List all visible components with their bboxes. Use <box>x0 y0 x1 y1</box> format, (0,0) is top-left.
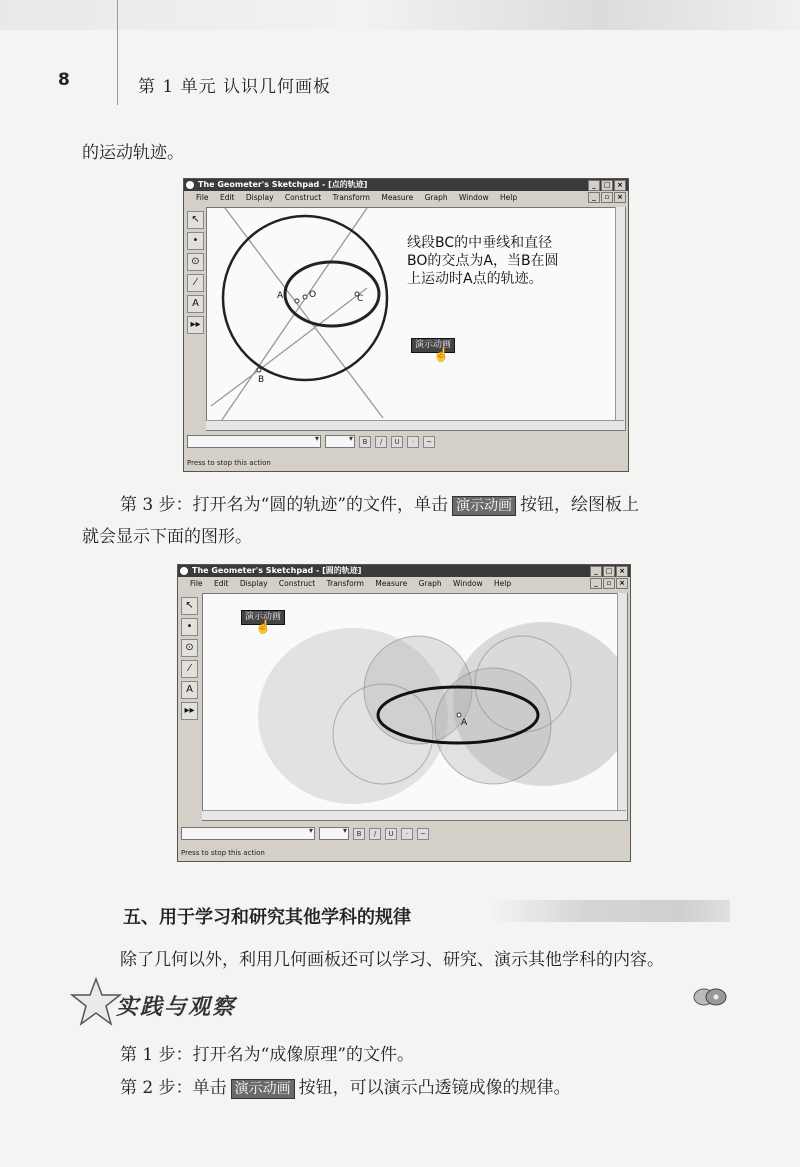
point-tool-icon[interactable]: • <box>187 232 204 250</box>
point-label-b: B <box>258 375 265 385</box>
window-title: The Geometer's Sketchpad - [圆的轨迹] <box>192 566 362 575</box>
horizontal-scrollbar[interactable] <box>206 420 624 430</box>
menu-construct[interactable]: Construct <box>284 193 322 202</box>
toolbox <box>187 211 204 337</box>
step3-line <box>120 490 639 516</box>
status-bar: Press to stop this action <box>187 459 271 467</box>
color-button[interactable]: · <box>407 436 419 448</box>
hand-cursor-icon: ☝ <box>433 348 450 363</box>
doc-minimize-button[interactable]: _ <box>588 192 600 203</box>
italic-button[interactable]: / <box>369 828 381 840</box>
menu-transform[interactable]: Transform <box>332 193 370 202</box>
color-button[interactable]: · <box>401 828 413 840</box>
italic-button[interactable]: / <box>375 436 387 448</box>
header-divider <box>117 0 118 105</box>
step2-button-label: 演示动画 <box>231 1079 295 1099</box>
unit-title: 第 1 单元 认识几何画板 <box>138 77 332 97</box>
bold-button[interactable]: B <box>359 436 371 448</box>
menu-bar <box>184 191 628 204</box>
compass-tool-icon[interactable]: ⊙ <box>181 639 198 657</box>
minimize-button[interactable]: _ <box>588 180 600 191</box>
maximize-button[interactable]: □ <box>603 566 615 577</box>
doc-minimize-button[interactable]: _ <box>590 578 602 589</box>
hand-cursor-icon: ☝ <box>255 620 272 635</box>
toolbox <box>181 597 198 723</box>
compass-tool-icon[interactable]: ⊙ <box>187 253 204 271</box>
custom-tool-icon[interactable]: ▸▸ <box>187 316 204 334</box>
menu-display[interactable]: Display <box>239 579 268 588</box>
menu-construct[interactable]: Construct <box>278 579 316 588</box>
format-bar <box>187 435 435 448</box>
menu-graph[interactable]: Graph <box>418 579 442 588</box>
point-label-a: A <box>461 718 468 728</box>
size-combo[interactable] <box>325 435 355 448</box>
close-button[interactable]: × <box>614 180 626 191</box>
menu-help[interactable]: Help <box>499 193 518 202</box>
step3-button-label: 演示动画 <box>452 496 516 516</box>
doc-restore-button[interactable]: ▫ <box>601 192 613 203</box>
arrow-tool-icon[interactable]: ↖ <box>181 597 198 615</box>
animate-button[interactable]: 演示动画 <box>241 610 285 625</box>
point-tool-icon[interactable]: • <box>181 618 198 636</box>
animate-button[interactable]: 演示动画 <box>411 338 455 353</box>
status-bar: Press to stop this action <box>181 849 265 857</box>
practice-step2 <box>120 1073 571 1099</box>
maximize-button[interactable]: □ <box>601 180 613 191</box>
close-button[interactable]: × <box>616 566 628 577</box>
section-title-band <box>490 900 730 922</box>
menu-measure[interactable]: Measure <box>381 193 414 202</box>
document-controls <box>590 578 628 589</box>
disc-icon <box>690 986 730 1008</box>
menu-bar <box>178 577 630 590</box>
format-bar <box>181 827 429 840</box>
step3-prefix: 第 3 步：打开名为“圆的轨迹”的文件，单击 <box>120 495 449 515</box>
annotation-line-2: BO的交点为A，当B在圆 <box>407 253 559 269</box>
menu-measure[interactable]: Measure <box>375 579 408 588</box>
section-title: 五、用于学习和研究其他学科的规律 <box>123 907 411 928</box>
doc-close-button[interactable]: × <box>616 578 628 589</box>
underline-button[interactable]: U <box>391 436 403 448</box>
menu-file[interactable]: File <box>190 579 203 588</box>
menu-graph[interactable]: Graph <box>424 193 448 202</box>
annotation-line-3: 上运动时A点的轨迹。 <box>407 271 543 287</box>
menu-display[interactable]: Display <box>245 193 274 202</box>
doc-close-button[interactable]: × <box>614 192 626 203</box>
menu-window[interactable]: Window <box>453 579 483 588</box>
arrow-tool-icon[interactable]: ↖ <box>187 211 204 229</box>
menu-window[interactable]: Window <box>459 193 489 202</box>
minimize-button[interactable]: _ <box>590 566 602 577</box>
size-combo[interactable] <box>319 827 349 840</box>
window-title: The Geometer's Sketchpad - [点的轨迹] <box>198 180 368 189</box>
section-body: 除了几何以外，利用几何画板还可以学习、研究、演示其他学科的内容。 <box>120 950 664 970</box>
bold-button[interactable]: B <box>353 828 365 840</box>
text-tool-icon[interactable]: A <box>187 295 204 313</box>
point-label-o: O <box>309 290 317 300</box>
vertical-scrollbar[interactable] <box>617 593 627 819</box>
app-logo-icon <box>180 567 188 575</box>
menu-file[interactable]: File <box>196 193 209 202</box>
symbol-button[interactable]: ~ <box>423 436 435 448</box>
line-tool-icon[interactable]: ⁄ <box>187 274 204 292</box>
title-bar <box>184 179 628 191</box>
top-line: 的运动轨迹。 <box>82 143 184 163</box>
text-tool-icon[interactable]: A <box>181 681 198 699</box>
vertical-scrollbar[interactable] <box>615 207 625 429</box>
window-controls <box>588 180 626 191</box>
step3-suffix: 按钮，绘图板上 <box>520 495 640 515</box>
symbol-button[interactable]: ~ <box>417 828 429 840</box>
font-combo[interactable] <box>187 435 321 448</box>
point-label-c: C <box>357 294 364 304</box>
annotation-line-1: 线段BC的中垂线和直径 <box>407 235 553 251</box>
step2-suffix: 按钮，可以演示凸透镜成像的规律。 <box>298 1078 571 1098</box>
font-combo[interactable] <box>181 827 315 840</box>
line-tool-icon[interactable]: ⁄ <box>181 660 198 678</box>
sketch-annotation <box>407 234 559 288</box>
menu-help[interactable]: Help <box>493 579 512 588</box>
underline-button[interactable]: U <box>385 828 397 840</box>
menu-transform[interactable]: Transform <box>326 579 364 588</box>
header-band <box>0 0 800 30</box>
window-controls <box>590 566 628 577</box>
doc-restore-button[interactable]: ▫ <box>603 578 615 589</box>
custom-tool-icon[interactable]: ▸▸ <box>181 702 198 720</box>
menu-edit[interactable]: Edit <box>213 579 229 588</box>
page-number: 8 <box>58 70 70 90</box>
horizontal-scrollbar[interactable] <box>202 810 626 820</box>
document-controls <box>588 192 626 203</box>
app-logo-icon <box>186 181 194 189</box>
practice-step1: 第 1 步：打开名为“成像原理”的文件。 <box>120 1045 415 1065</box>
sketch-canvas[interactable] <box>206 207 626 431</box>
practice-label: 实践与观察 <box>116 994 237 1020</box>
sketchpad-window-2 <box>177 564 631 862</box>
step3-line2: 就会显示下面的图形。 <box>82 527 252 547</box>
step2-prefix: 第 2 步：单击 <box>120 1078 227 1098</box>
sketch-canvas[interactable] <box>202 593 628 821</box>
sketchpad-window-1 <box>183 178 629 472</box>
title-bar <box>178 565 630 577</box>
menu-edit[interactable]: Edit <box>219 193 235 202</box>
point-label-a: A <box>277 291 284 301</box>
